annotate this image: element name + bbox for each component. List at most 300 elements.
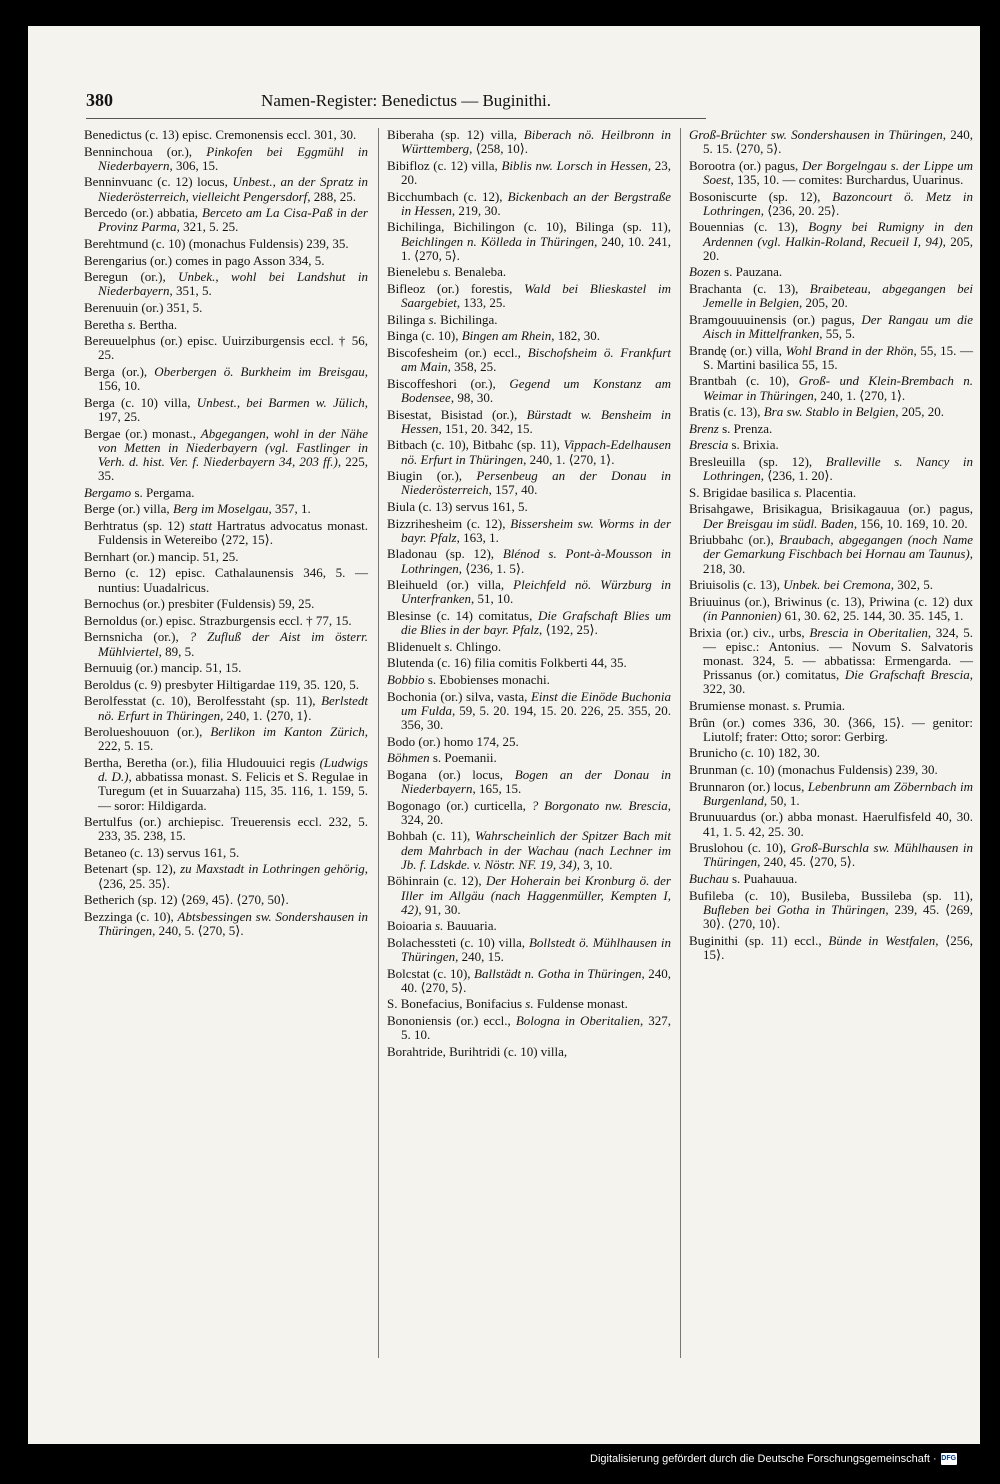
entry-text: , 239, 45. ⟨269, 30⟩. ⟨270, 10⟩. bbox=[703, 901, 973, 931]
register-entry bbox=[387, 656, 671, 670]
entry-italic-text: Einst die Einöde Buchonia um Fulda bbox=[401, 688, 671, 718]
entry-text: Böhinrain (c. 12), bbox=[387, 873, 486, 889]
entry-italic-text: Die Grafschaft Blies um die Blies in der bayr. Pfalz bbox=[401, 607, 672, 638]
register-entry bbox=[387, 640, 671, 654]
register-entry bbox=[689, 422, 973, 436]
entry-text: , 240, 1. ⟨270, 1⟩. bbox=[813, 387, 906, 403]
credit-text: Digitalisierung gefördert durch die Deutsche Forschungsgemeinschaft · bbox=[590, 1453, 937, 1465]
entry-text: , 135, 10. — comites: Burchardus, Uuarinus. bbox=[730, 172, 964, 187]
register-entry bbox=[84, 694, 368, 722]
entry-text: , ⟨258, 10⟩. bbox=[469, 141, 529, 157]
entry-text: , 240, 40. ⟨270, 5⟩. bbox=[401, 965, 671, 995]
entry-text: , 133, 25. bbox=[456, 295, 506, 311]
register-entry bbox=[84, 519, 368, 547]
entry-italic-text: Berlikon im Kanton Zürich bbox=[210, 724, 365, 740]
entry-text: Blutenda (c. 16) filia comitis Folkberti 44, 35. bbox=[387, 655, 627, 671]
register-entry bbox=[84, 237, 368, 251]
register-entry bbox=[689, 595, 973, 623]
entry-text: Bogana (or.) locus, bbox=[387, 766, 515, 782]
entry-text: Brunicho (c. 10) 182, 30. bbox=[689, 745, 821, 761]
entry-text: , 327, 5. 10. bbox=[401, 1013, 671, 1043]
register-entry bbox=[387, 128, 671, 156]
entry-italic-text: Beichlingen n. Kölleda in Thüringen bbox=[401, 233, 595, 249]
register-entry bbox=[689, 190, 973, 218]
entry-text: , 59, 5. 20. 194, 15. 20. 226, 25. 355, 20. 356, 30. bbox=[401, 702, 671, 732]
entry-text: , 240, 5. 15. ⟨270, 5⟩. bbox=[703, 127, 973, 157]
entry-italic-text: s. bbox=[428, 311, 437, 327]
entry-italic-text: Bünde in Westfalen bbox=[828, 932, 936, 948]
entry-text: Briubbahc (or.), bbox=[689, 532, 780, 548]
register-entry bbox=[689, 486, 973, 500]
entry-italic-text: Brescia bbox=[689, 437, 729, 453]
register-entry bbox=[689, 841, 973, 869]
index-column-2 bbox=[387, 128, 671, 1061]
entry-text: , abbatissa monast. S. Felicis et S. Regulae in Turegum (et in Suuarzaha) 115, 35. 116, 1. 159, 5. — soror: Hildigarda. bbox=[98, 769, 368, 813]
entry-italic-text: Bickenbach an der Bergstraße in Hessen bbox=[401, 188, 671, 218]
register-entry bbox=[689, 889, 973, 932]
entry-text: Biugin (or.), bbox=[387, 468, 477, 484]
entry-text: s. Brixia. bbox=[728, 437, 779, 453]
register-entry bbox=[689, 533, 973, 576]
register-entry bbox=[387, 936, 671, 964]
entry-text: , 182, 30. bbox=[551, 328, 601, 344]
entry-italic-text: Groß- und Klein-Brembach n. Weimar in Thüringen bbox=[703, 373, 973, 403]
entry-text: , 324, 20. bbox=[401, 797, 671, 827]
entry-text: Bononiensis (or.) eccl., bbox=[387, 1013, 516, 1029]
entry-text: , 240, 1. ⟨270, 1⟩. bbox=[523, 451, 615, 467]
register-entry bbox=[689, 626, 973, 697]
entry-text: Binga (c. 10), bbox=[387, 328, 462, 344]
entry-italic-text: Braubach, abgegangen (noch Name der Gemarkung Fischbach bei Hornau am Taunus) bbox=[703, 532, 973, 562]
register-entry bbox=[689, 746, 973, 760]
header-rule bbox=[86, 118, 706, 119]
entry-text: Brantbah (c. 10), bbox=[689, 373, 799, 389]
entry-text: Bernhart (or.) mancip. 51, 25. bbox=[84, 548, 239, 564]
register-entry bbox=[689, 763, 973, 777]
register-entry bbox=[387, 500, 671, 514]
entry-text: , 91, 30. bbox=[418, 901, 461, 917]
register-entry bbox=[387, 377, 671, 405]
entry-text: Betenart (sp. 12), bbox=[84, 861, 181, 877]
entry-italic-text: Vippach-Edelhausen nö. Erfurt in Thüringen bbox=[401, 437, 671, 467]
entry-text: , 240, 10. 241, 1. ⟨270, 5⟩. bbox=[401, 233, 671, 263]
entry-italic-text: Oberbergen ö. Burkheim im Breisgau bbox=[154, 363, 365, 379]
entry-text: Bifleoz (or.) forestis, bbox=[387, 280, 525, 296]
entry-italic-text: Der Borgelngau s. der Lippe um Soest bbox=[703, 157, 973, 187]
entry-text: , 156, 10. bbox=[98, 363, 368, 394]
register-entry bbox=[387, 438, 671, 466]
entry-text: , 351, 5. bbox=[169, 283, 212, 299]
register-entry bbox=[84, 614, 368, 628]
entry-text: Betaneo (c. 13) servus 161, 5. bbox=[84, 844, 240, 860]
entry-text: Bertulfus (or.) archiepisc. Treuerensis eccl. 232, 5. 233, 35. 238, 15. bbox=[84, 814, 368, 844]
entry-text: Berge (or.) villa, bbox=[84, 501, 173, 517]
entry-text: , 288, 25. bbox=[307, 188, 357, 204]
entry-text: Chlingo. bbox=[452, 638, 502, 654]
entry-text: Hartratus advocatus monast. Fuldensis in Wetereibo ⟨272, 15⟩. bbox=[98, 517, 368, 548]
entry-text: Bresleuilla (sp. 12), bbox=[689, 453, 826, 469]
register-entry bbox=[84, 486, 368, 500]
entry-text: s. Puahauua. bbox=[728, 870, 798, 886]
entry-text: s. Pergama. bbox=[131, 484, 195, 500]
entry-text: s. Ebobienses monachi. bbox=[424, 671, 550, 687]
entry-italic-text: s. bbox=[792, 697, 801, 713]
register-entry bbox=[387, 751, 671, 765]
register-entry bbox=[387, 690, 671, 733]
register-entry bbox=[689, 220, 973, 263]
entry-text: , 98, 30. bbox=[450, 389, 494, 405]
register-entry bbox=[387, 346, 671, 374]
entry-text: Boioaria bbox=[387, 918, 436, 934]
register-entry bbox=[387, 547, 671, 575]
register-entry bbox=[84, 550, 368, 564]
register-entry bbox=[689, 716, 973, 744]
register-entry bbox=[84, 815, 368, 843]
register-entry bbox=[387, 517, 671, 545]
entry-text: , 322, 30. bbox=[703, 667, 973, 697]
register-entry bbox=[84, 254, 368, 268]
entry-text: Bauuaria. bbox=[443, 918, 497, 934]
entry-text: , ⟨236, 25. 35⟩. bbox=[98, 861, 368, 891]
register-entry bbox=[689, 872, 973, 886]
entry-text: , 302, 5. bbox=[890, 577, 933, 593]
register-entry bbox=[84, 427, 368, 484]
entry-italic-text: Bralleville s. Nancy in Lothringen bbox=[703, 453, 973, 484]
register-entry bbox=[387, 967, 671, 995]
entry-text: , 240, 5. ⟨270, 5⟩. bbox=[152, 923, 244, 939]
entry-text: Bertha. bbox=[135, 316, 178, 332]
entry-italic-text: Böhmen bbox=[387, 750, 430, 766]
entry-text: Brixia (or.) civ., urbs, bbox=[689, 624, 810, 640]
register-entry bbox=[84, 145, 368, 173]
register-entry bbox=[387, 1014, 671, 1042]
dfg-logo-icon: DFG bbox=[941, 1453, 957, 1465]
digitization-credit bbox=[590, 1446, 957, 1472]
entry-italic-text: Abgegangen, wohl in der Nähe von Metten in Niederbayern (vgl. Fastlinger in Verh. d. hist. Ver. f. Niederbayern 34, 203 ff.) bbox=[98, 425, 368, 469]
entry-italic-text: Wohl Brand in der Rhön bbox=[785, 342, 914, 358]
entry-text: , 222, 5. 15. bbox=[98, 724, 369, 754]
entry-text: Bilinga bbox=[387, 311, 429, 327]
entry-text: Bernuuig (or.) mancip. 51, 15. bbox=[84, 660, 242, 676]
entry-italic-text: Bissersheim sw. Worms in der bayr. Pfalz bbox=[401, 515, 671, 545]
entry-text: , 240, 1. ⟨270, 1⟩. bbox=[220, 707, 312, 723]
entry-text: , ⟨192, 25⟩. bbox=[538, 622, 598, 638]
register-entry bbox=[84, 318, 368, 332]
entry-text: Bienelebu bbox=[387, 264, 443, 280]
entry-italic-text: Blénod s. Pont-à-Mousson in Lothringen bbox=[401, 546, 672, 576]
register-entry bbox=[84, 597, 368, 611]
entry-text: Brachanta (c. 13), bbox=[689, 280, 810, 296]
register-entry bbox=[84, 396, 368, 424]
entry-text: Bernsnicha (or.), bbox=[84, 629, 190, 645]
register-entry bbox=[84, 334, 368, 362]
register-entry bbox=[689, 313, 973, 341]
register-entry bbox=[689, 282, 973, 310]
register-entry bbox=[84, 270, 368, 298]
entry-italic-text: Buchau bbox=[689, 870, 729, 886]
entry-text: Bisestat, Bisistad (or.), bbox=[387, 406, 527, 422]
entry-text: , 157, 40. bbox=[488, 482, 538, 498]
column-divider bbox=[378, 128, 379, 1358]
entry-text: Blidenuelt bbox=[387, 638, 445, 654]
entry-italic-text: s. bbox=[793, 484, 803, 500]
register-entry bbox=[689, 780, 973, 808]
register-entry bbox=[84, 910, 368, 938]
entry-text: Bichilinga, Bichilingon (c. 10), Bilinga (sp. 11), bbox=[387, 219, 671, 235]
entry-text: Brunuuardus (or.) abba monast. Haerulfisfeld 40, 30. 41, 1. 5. 42, 25. 30. bbox=[689, 809, 973, 839]
entry-italic-text: Unbest., an der Spratz in Niederösterreich, vielleicht Pengersdorf bbox=[98, 174, 368, 204]
register-entry bbox=[387, 408, 671, 436]
register-entry bbox=[689, 699, 973, 713]
entry-italic-text: ? Borgonato nw. Brescia bbox=[531, 797, 668, 813]
entry-italic-text: Groß-Burschla sw. Mühlhausen in Thüringen bbox=[703, 840, 973, 870]
entry-text: , 51, 10. bbox=[471, 591, 514, 607]
entry-italic-text: Bra sw. Stablo in Belgien bbox=[763, 404, 896, 420]
entry-italic-text: Wahrscheinlich der Spitzer Bach mit dem Mahrbach in der Wachau (nach Lechner im Jb. f. Ldskde. v. Nöstr. NF. 19, 34) bbox=[401, 828, 672, 872]
entry-text: , 358, 25. bbox=[447, 359, 497, 375]
entry-text: , ⟨236, 1. 20⟩. bbox=[760, 468, 833, 484]
entry-italic-text: Abtsbessingen sw. Sondershausen in Thüringen bbox=[98, 908, 368, 939]
entry-text: Brisahgawe, Brisikagua, Brisikagauua (or.) pagus, bbox=[689, 501, 973, 517]
register-entry bbox=[84, 725, 368, 753]
entry-text: , 306, 15. bbox=[169, 157, 219, 173]
entry-text: , 156, 10. 169, 10. 20. bbox=[853, 515, 968, 531]
entry-text: Bichilinga. bbox=[436, 311, 498, 327]
entry-italic-text: Bergamo bbox=[84, 484, 132, 500]
register-entry bbox=[387, 799, 671, 827]
entry-text: , 151, 20. 342, 15. bbox=[438, 420, 533, 436]
entry-text: , 205, 20. bbox=[799, 295, 848, 311]
entry-text: Bogonago (or.) curticella, bbox=[387, 797, 532, 813]
entry-text: Beretha bbox=[84, 316, 128, 332]
entry-text: , 324, 5. — episc.: Antonius. — Novum S. Salvatoris monast. 324, 5. — abbatissa: Ermengarda. — Prissanus (or.) comitatus, bbox=[703, 624, 973, 683]
entry-italic-text: (Ludwigs d. D.) bbox=[98, 754, 368, 785]
entry-text: Bochonia (or.) silva, vasta, bbox=[387, 688, 531, 704]
entry-text: S. Brigidae basilica bbox=[689, 484, 794, 500]
entry-text: Bouennias (c. 13), bbox=[689, 219, 809, 235]
register-entry bbox=[387, 578, 671, 606]
entry-italic-text: Bollstedt ö. Mühlhausen in Thüringen bbox=[401, 934, 671, 965]
entry-italic-text: ? Zufluß der Aist im österr. Mühlviertel bbox=[98, 629, 368, 659]
entry-text: , 218, 30. bbox=[703, 546, 973, 576]
entry-text: Bertha, Beretha (or.), filia Hludouuici regis bbox=[84, 754, 320, 770]
entry-text: , 3, 10. bbox=[576, 856, 613, 872]
entry-text: Bergae (or.) monast., bbox=[84, 425, 201, 441]
register-entry bbox=[387, 919, 671, 933]
entry-text: Bramgouuuinensis (or.) pagus, bbox=[689, 311, 862, 327]
entry-text: s. Pauzana. bbox=[720, 264, 783, 280]
register-entry bbox=[689, 810, 973, 838]
entry-italic-text: Gegend um Konstanz am Bodensee bbox=[401, 375, 671, 405]
entry-text: Bitbach (c. 10), Bitbahc (sp. 11), bbox=[387, 437, 564, 453]
entry-italic-text: Biberach nö. Heilbronn in Württemberg bbox=[401, 127, 671, 157]
entry-italic-text: Brescia in Oberitalien bbox=[809, 624, 928, 640]
register-entry bbox=[387, 673, 671, 687]
entry-text: Bibifloz (c. 12) villa, bbox=[387, 157, 502, 173]
entry-text: , ⟨256, 15⟩. bbox=[703, 932, 973, 962]
column-divider bbox=[680, 128, 681, 1358]
entry-text: , 357, 1. bbox=[268, 501, 311, 517]
entry-text: Bolcstat (c. 10), bbox=[387, 965, 475, 981]
register-entry bbox=[387, 190, 671, 218]
index-column-1 bbox=[84, 128, 368, 941]
register-entry bbox=[387, 768, 671, 796]
entry-text: Benninchoua (or.), bbox=[84, 143, 207, 159]
entry-text: , 205, 20. bbox=[895, 404, 945, 420]
entry-italic-text: Der Breisgau im südl. Baden bbox=[703, 515, 854, 531]
entry-italic-text: s. bbox=[127, 316, 136, 332]
entry-text: Bohbah (c. 11), bbox=[387, 828, 476, 844]
entry-text: , 55, 5. bbox=[819, 325, 856, 341]
entry-italic-text: s. bbox=[444, 638, 453, 654]
entry-text: Bosoniscurte (sp. 12), bbox=[689, 188, 833, 204]
register-entry bbox=[84, 502, 368, 516]
register-entry bbox=[387, 874, 671, 917]
register-entry bbox=[84, 566, 368, 594]
entry-italic-text: Unbest., bei Barmen w. Jülich bbox=[196, 394, 365, 410]
entry-italic-text: Berg im Moselgau bbox=[172, 501, 269, 517]
entry-text: , 240, 15. bbox=[455, 949, 504, 965]
entry-text: Briuisolis (c. 13), bbox=[689, 577, 784, 593]
register-entry bbox=[84, 128, 368, 142]
entry-italic-text: s. bbox=[435, 918, 444, 934]
entry-text: Bodo (or.) homo 174, 25. bbox=[387, 733, 519, 749]
entry-text: Prumia. bbox=[800, 697, 846, 713]
entry-italic-text: Bozen bbox=[689, 264, 721, 280]
entry-text: Bratis (c. 13), bbox=[689, 404, 764, 420]
entry-text: Betherich (sp. 12) ⟨269, 45⟩. ⟨270, 50⟩. bbox=[84, 892, 289, 908]
entry-italic-text: Unbek. bei Cremona bbox=[783, 577, 891, 593]
entry-italic-text: Bischofsheim ö. Frankfurt am Main bbox=[401, 344, 671, 375]
entry-italic-text: s. bbox=[525, 996, 534, 1012]
entry-text: Blesinse (c. 14) comitatus, bbox=[387, 607, 538, 623]
register-entry bbox=[84, 756, 368, 813]
entry-text: , ⟨236, 20. 25⟩. bbox=[760, 202, 840, 218]
entry-text: , 219, 30. bbox=[451, 202, 501, 218]
entry-text: , 23, 20. bbox=[401, 157, 672, 187]
entry-text: Berga (or.), bbox=[84, 363, 155, 379]
entry-italic-text: Persenbeug an der Donau in Niederösterreich bbox=[401, 468, 671, 498]
entry-text: Berolfesstat (c. 10), Berolfesstaht (sp. 11), bbox=[84, 693, 322, 709]
entry-text: Beroldus (c. 9) presbyter Hiltigardae 119, 35. 120, 5. bbox=[84, 676, 359, 692]
entry-italic-text: Bingen am Rhein bbox=[461, 328, 552, 344]
entry-italic-text: Brenz bbox=[689, 420, 719, 436]
register-entry bbox=[84, 661, 368, 675]
entry-italic-text: Ballstädt n. Gotha in Thüringen bbox=[474, 965, 642, 981]
entry-text: Biscoffeshori (or.), bbox=[387, 375, 510, 391]
entry-text: , 55, 15. — S. Martini basilica 55, 15. bbox=[703, 342, 973, 372]
page-header bbox=[86, 90, 726, 114]
register-entry bbox=[84, 365, 368, 393]
register-entry bbox=[84, 301, 368, 315]
entry-italic-text: statt bbox=[189, 517, 212, 533]
entry-italic-text: Pinkofen bei Eggmühl in Niederbayern bbox=[98, 143, 368, 173]
entry-text: Berengarius (or.) comes in pago Asson 334, 5. bbox=[84, 252, 325, 268]
register-entry bbox=[387, 1045, 671, 1059]
entry-text: Berenuuin (or.) 351, 5. bbox=[84, 299, 203, 315]
register-entry bbox=[387, 735, 671, 749]
entry-italic-text: Lebenbrunn am Zöbernbach im Burgenland bbox=[703, 778, 974, 808]
register-entry bbox=[689, 405, 973, 419]
entry-text: Berolueshouuon (or.), bbox=[84, 724, 211, 740]
entry-text: S. Bonefacius, Bonifacius bbox=[387, 996, 526, 1012]
entry-text: , 89, 5. bbox=[158, 643, 195, 659]
register-entry bbox=[689, 159, 973, 187]
entry-text: Bercedo (or.) abbatia, bbox=[84, 205, 203, 221]
entry-text: Brunnaron (or.) locus, bbox=[689, 778, 808, 794]
entry-text: Fuldense monast. bbox=[533, 996, 628, 1012]
register-entry bbox=[689, 374, 973, 402]
entry-text: , 205, 20. bbox=[703, 233, 974, 263]
register-entry bbox=[387, 313, 671, 327]
entry-italic-text: Bazoncourt ö. Metz in Lothringen bbox=[703, 188, 973, 218]
entry-text: , 321, 5. 25. bbox=[176, 219, 239, 235]
entry-text: , 240, 45. ⟨270, 5⟩. bbox=[757, 854, 856, 870]
entry-text: Bleihueld (or.) villa, bbox=[387, 577, 514, 593]
register-entry bbox=[689, 438, 973, 452]
entry-text: Bernoldus (or.) episc. Strazburgensis eccl. † 77, 15. bbox=[84, 612, 352, 628]
register-entry bbox=[387, 159, 671, 187]
entry-italic-text: Pleichfeld nö. Würzburg in Unterfranken bbox=[401, 577, 671, 607]
entry-text: , 163, 1. bbox=[456, 529, 499, 545]
entry-text: Briuuinus (or.), Briwinus (c. 13), Priwina (c. 12) dux bbox=[689, 593, 973, 609]
entry-text: Bizzrihesheim (c. 12), bbox=[387, 515, 511, 531]
register-entry bbox=[387, 329, 671, 343]
entry-text: Brumiense monast. bbox=[689, 697, 793, 713]
register-page bbox=[28, 26, 980, 1444]
entry-text: , 197, 25. bbox=[98, 394, 368, 424]
entry-text: Berhtratus (sp. 12) bbox=[84, 517, 190, 533]
entry-italic-text: (in Pannonien) bbox=[703, 607, 782, 623]
entry-text: Bruslohou (c. 10), bbox=[689, 840, 791, 856]
entry-text: s. Prenza. bbox=[718, 420, 773, 436]
entry-text: Benninvuanc (c. 12) locus, bbox=[84, 174, 233, 190]
entry-italic-text: Berceto am La Cisa-Paß in der Provinz Parma bbox=[98, 205, 368, 235]
register-entry bbox=[689, 502, 973, 530]
entry-italic-text: Bologna in Oberitalien bbox=[515, 1013, 640, 1029]
register-entry bbox=[387, 265, 671, 279]
register-entry bbox=[84, 206, 368, 234]
entry-text: Bernochus (or.) presbiter (Fuldensis) 59, 25. bbox=[84, 596, 315, 612]
entry-text: Bezzinga (c. 10), bbox=[84, 908, 178, 924]
entry-italic-text: Biblis nw. Lorsch in Hessen bbox=[501, 157, 648, 173]
register-entry bbox=[84, 678, 368, 692]
entry-italic-text: Unbek., wohl bei Landshut in Niederbayern bbox=[98, 269, 368, 299]
entry-text: Berga (c. 10) villa, bbox=[84, 394, 197, 410]
register-entry bbox=[84, 630, 368, 658]
entry-text: Bicchumbach (c. 12), bbox=[387, 188, 508, 204]
entry-text: s. Poemanii. bbox=[429, 750, 497, 766]
entry-text: Biscofesheim (or.) eccl., bbox=[387, 344, 528, 360]
register-entry bbox=[387, 829, 671, 872]
entry-text: Beregun (or.), bbox=[84, 269, 179, 285]
entry-italic-text: Wald bei Blieskastel im Saargebiet bbox=[401, 280, 671, 311]
entry-italic-text: s. bbox=[442, 264, 452, 280]
entry-italic-text: Bogny bei Rumigny in den Ardennen (vgl. Halkin-Roland, Recueil I, 94) bbox=[703, 219, 974, 249]
entry-text: , ⟨236, 1. 5⟩. bbox=[458, 560, 525, 576]
register-entry bbox=[387, 469, 671, 497]
entry-text: Bolachessteti (c. 10) villa, bbox=[387, 934, 529, 950]
entry-text: Borahtride, Burihtridi (c. 10) villa, bbox=[387, 1043, 568, 1059]
page-number: 380 bbox=[86, 90, 113, 110]
register-entry bbox=[84, 893, 368, 907]
entry-text: Berno (c. 12) episc. Cathalaunensis 346, 5. — nuntius: Uuadalricus. bbox=[84, 565, 368, 595]
entry-italic-text: Berlstedt nö. Erfurt in Thüringen bbox=[98, 693, 368, 723]
register-entry bbox=[689, 934, 973, 962]
entry-text: Biula (c. 13) servus 161, 5. bbox=[387, 498, 528, 514]
register-entry bbox=[689, 265, 973, 279]
index-column-3 bbox=[689, 128, 973, 964]
